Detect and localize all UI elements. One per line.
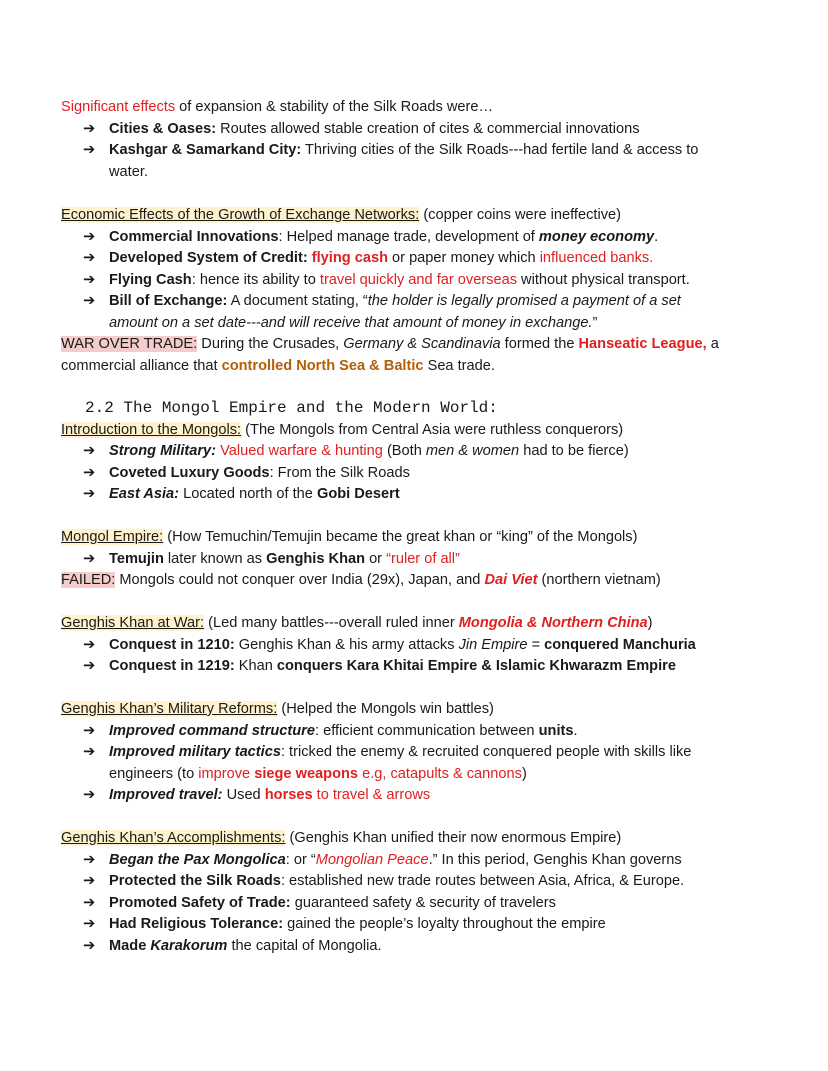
list-item	[61, 871, 761, 893]
italic-text: Germany & Scandinavia	[343, 336, 501, 352]
item-label: Flying Cash	[109, 271, 192, 288]
heading-note: (Genghis Khan unified their now enormous Empire)	[285, 830, 622, 846]
mongols-intro-section	[61, 398, 761, 506]
quote-text: the holder is legally promised a payment of a set	[367, 293, 681, 309]
item-text: : established new trade routes between Asia, Africa, & Europe.	[280, 873, 685, 889]
silk-roads-effects-section	[61, 97, 761, 183]
item-text: or paper money which	[387, 250, 540, 266]
significant-effects-text: Significant effects	[61, 99, 176, 115]
list-item	[61, 549, 761, 571]
arrow-bullet-icon: ➔	[83, 250, 96, 266]
item-text: formed the	[500, 336, 579, 352]
section-heading: Introduction to the Mongols:	[61, 421, 242, 438]
red-text: Mongolian Peace	[315, 851, 429, 868]
item-text: : hence its ability to	[191, 271, 320, 288]
arrow-bullet-icon: ➔	[83, 142, 96, 158]
list-item	[61, 721, 761, 743]
item-emphasis: Karakorum	[150, 937, 228, 954]
genghis-at-war-section	[61, 613, 761, 678]
heading-note: )	[647, 615, 653, 631]
item-label: Improved command structure	[109, 722, 315, 739]
bold-text: conquered Manchuria	[544, 636, 696, 653]
item-label: Promoted Safety of Trade:	[109, 894, 291, 911]
arrow-bullet-icon: ➔	[83, 744, 96, 760]
item-label: Began the Pax Mongolica	[109, 851, 286, 868]
red-emphasis: Mongolia & Northern China	[458, 615, 648, 631]
item-text: or	[365, 550, 387, 567]
intro-text: of expansion & stability of the Silk Roads were…	[175, 99, 494, 115]
failed-label: FAILED:	[61, 572, 116, 588]
arrow-bullet-icon: ➔	[83, 722, 96, 739]
item-label: Made	[109, 937, 151, 954]
section-heading: Economic Effects of the Growth of Exchange Networks:	[61, 207, 420, 223]
item-text: Genghis Khan & his army attacks	[234, 636, 459, 653]
heading-note: (The Mongols from Central Asia were ruthless conquerors)	[241, 421, 624, 438]
red-emphasis: flying cash	[311, 250, 388, 266]
item-label: Bill of Exchange:	[109, 293, 228, 309]
item-text: : efficient communication between	[314, 722, 539, 739]
arrow-bullet-icon: ➔	[83, 271, 96, 288]
item-label: Improved military tactics	[109, 744, 281, 760]
bold-text: Gobi Desert	[316, 486, 400, 502]
arrow-bullet-icon: ➔	[83, 464, 96, 481]
item-text: the capital of Mongolia.	[227, 937, 382, 954]
arrow-bullet-icon: ➔	[83, 120, 96, 137]
list-item	[61, 227, 761, 249]
red-emphasis: Dai Viet	[484, 572, 538, 588]
item-text: Sea trade.	[423, 357, 495, 374]
bold-text: units	[538, 722, 574, 739]
war-over-trade-line	[61, 334, 761, 356]
item-text: Khan	[234, 658, 277, 674]
red-text: e.g, catapults & cannons	[358, 765, 522, 782]
section-heading-line	[61, 613, 761, 635]
item-text: During the Crusades,	[197, 336, 344, 352]
list-item	[61, 785, 761, 807]
bold-text: Genghis Khan	[266, 550, 366, 567]
arrow-bullet-icon: ➔	[83, 937, 96, 954]
item-label: East Asia:	[109, 486, 180, 502]
list-item	[61, 635, 761, 657]
arrow-bullet-icon: ➔	[83, 658, 96, 674]
item-text: Thriving cities of the Silk Roads---had fertile land & access to	[301, 142, 699, 158]
item-label: Conquest in 1219:	[109, 658, 235, 674]
intro-line	[61, 97, 761, 119]
war-over-trade-continuation	[61, 356, 761, 378]
list-item	[61, 248, 761, 270]
item-text: .	[573, 722, 578, 739]
item-text: )	[521, 765, 527, 782]
item-text: engineers (to	[109, 765, 199, 782]
section-heading: Genghis Khan at War:	[61, 615, 205, 631]
section-heading: Genghis Khan’s Accomplishments:	[61, 830, 286, 846]
heading-note: (copper coins were ineffective)	[419, 207, 621, 223]
accomplishments-section	[61, 828, 761, 957]
mongol-empire-section	[61, 527, 761, 592]
item-text: Located north of the	[179, 486, 317, 502]
arrow-bullet-icon: ➔	[83, 228, 96, 245]
item-text: : From the Silk Roads	[269, 464, 410, 481]
red-text: influenced banks.	[539, 250, 654, 266]
item-label: Developed System of Credit:	[109, 250, 312, 266]
list-item	[61, 119, 761, 141]
item-text: Used	[222, 787, 265, 803]
item-text: : tricked the enemy & recruited conquered people with skills like	[280, 744, 692, 760]
list-item	[61, 484, 761, 506]
bold-text: conquers Kara Khitai Empire & Islamic Khwarazm Empire	[276, 658, 676, 674]
item-text: (Both	[382, 443, 426, 459]
item-label: Strong Military:	[109, 443, 217, 459]
item-text: A document stating, “	[227, 293, 368, 309]
red-text: Valued warfare & hunting	[216, 443, 383, 459]
list-item	[61, 463, 761, 485]
arrow-bullet-icon: ➔	[83, 550, 96, 567]
item-text: =	[527, 636, 545, 653]
red-text: travel quickly and far overseas	[319, 271, 517, 288]
war-over-trade-label: WAR OVER TRADE:	[61, 336, 198, 352]
arrow-bullet-icon: ➔	[83, 443, 96, 459]
list-item	[61, 441, 761, 463]
red-emphasis: horses	[264, 787, 313, 803]
section-heading-line	[61, 420, 761, 442]
item-text: : or “	[285, 851, 316, 868]
item-text: (northern vietnam)	[537, 572, 661, 588]
item-continuation	[61, 313, 761, 335]
section-heading-line	[61, 527, 761, 549]
chapter-title: 2.2 The Mongol Empire and the Modern World:	[85, 399, 498, 417]
red-text: improve	[198, 765, 255, 782]
section-heading-line	[61, 205, 761, 227]
arrow-bullet-icon: ➔	[83, 293, 96, 309]
item-text: Mongols could not conquer over India (29x), Japan, and	[115, 572, 485, 588]
failed-line	[61, 570, 761, 592]
item-label: Improved travel:	[109, 787, 223, 803]
list-item	[61, 850, 761, 872]
item-text: gained the people’s loyalty throughout the empire	[283, 916, 606, 932]
item-label: Protected the Silk Roads	[109, 873, 281, 889]
item-label: Commercial Innovations	[109, 228, 279, 245]
list-item	[61, 291, 761, 313]
item-text: without physical transport.	[517, 271, 690, 288]
italic-text: men & women	[425, 443, 520, 459]
item-continuation: water.	[109, 163, 148, 180]
item-text: commercial alliance that	[61, 357, 222, 374]
arrow-bullet-icon: ➔	[83, 873, 96, 889]
item-emphasis: money economy	[538, 228, 655, 245]
list-item	[61, 914, 761, 936]
section-heading: Mongol Empire:	[61, 529, 164, 545]
item-text: had to be fierce)	[519, 443, 629, 459]
item-text: later known as	[163, 550, 267, 567]
orange-emphasis: controlled North Sea & Baltic	[221, 357, 424, 374]
arrow-bullet-icon: ➔	[83, 894, 96, 911]
list-item	[61, 140, 761, 162]
red-text: “ruler of all”	[386, 550, 460, 567]
item-label: Kashgar & Samarkand City:	[109, 142, 302, 158]
item-text: .” In this period, Genghis Khan governs	[428, 851, 682, 868]
item-continuation	[61, 764, 761, 786]
item-text: guaranteed safety & security of travelers	[290, 894, 556, 911]
red-emphasis: Hanseatic League,	[578, 336, 707, 352]
item-label: Coveted Luxury Goods	[109, 464, 270, 481]
item-text: : Helped manage trade, development of	[278, 228, 539, 245]
section-heading: Genghis Khan’s Military Reforms:	[61, 701, 278, 717]
military-reforms-section	[61, 699, 761, 807]
arrow-bullet-icon: ➔	[83, 486, 96, 502]
item-label: Temujin	[109, 550, 164, 567]
arrow-bullet-icon: ➔	[83, 851, 96, 868]
red-text: to travel & arrows	[312, 787, 431, 803]
item-label: Had Religious Tolerance:	[109, 916, 284, 932]
heading-note: (Helped the Mongols win battles)	[277, 701, 494, 717]
item-text: Routes allowed stable creation of cites & commercial innovations	[216, 120, 640, 137]
item-text: a	[706, 336, 719, 352]
list-item	[61, 936, 761, 958]
heading-note: (How Temuchin/Temujin became the great khan or “king” of the Mongols)	[163, 529, 638, 545]
section-heading-line	[61, 699, 761, 721]
economic-effects-section	[61, 205, 761, 377]
item-text: .	[654, 228, 659, 245]
red-emphasis: siege weapons	[254, 765, 359, 782]
arrow-bullet-icon: ➔	[83, 787, 96, 803]
list-item	[61, 893, 761, 915]
item-label: Conquest in 1210:	[109, 636, 235, 653]
list-item	[61, 270, 761, 292]
item-text: ”	[592, 314, 598, 331]
item-label: Cities & Oases:	[109, 120, 217, 137]
section-heading-line	[61, 828, 761, 850]
heading-note: (Led many battles---overall ruled inner	[204, 615, 459, 631]
list-item	[61, 742, 761, 764]
arrow-bullet-icon: ➔	[83, 916, 96, 932]
italic-text: Jin Empire	[458, 636, 528, 653]
arrow-bullet-icon: ➔	[83, 636, 96, 653]
list-item	[61, 656, 761, 678]
quote-text: amount on a set date---and will receive that amount of money in exchange.	[109, 314, 593, 331]
